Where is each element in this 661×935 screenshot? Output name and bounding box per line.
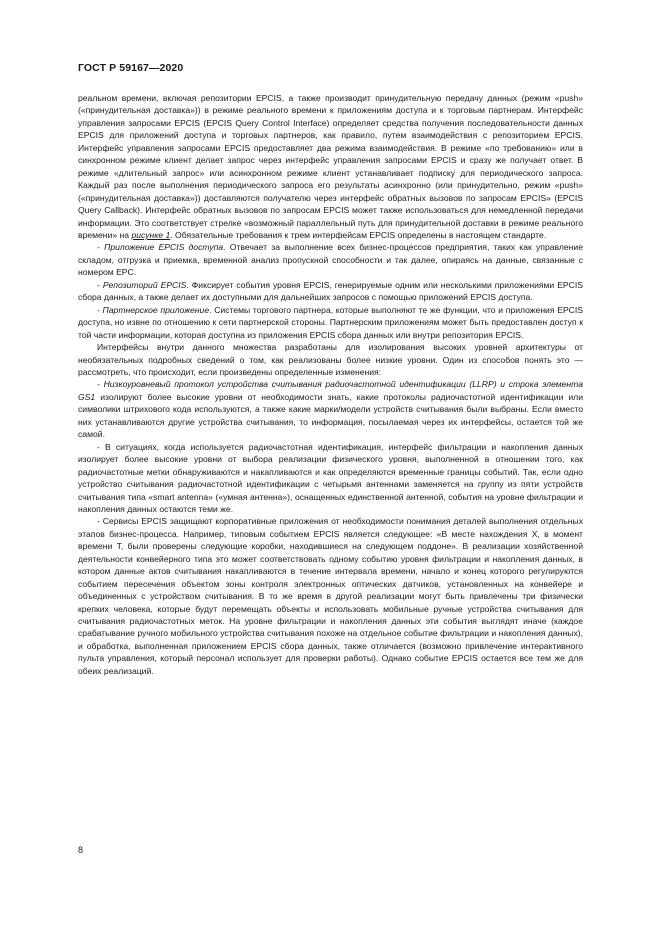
term-label: - Партнерское приложение bbox=[97, 304, 210, 315]
term-label: - Приложение EPCIS доступа bbox=[97, 242, 224, 253]
paragraph bbox=[78, 279, 583, 304]
term-label: - Репозиторий EPCIS bbox=[97, 279, 187, 290]
text-run: . Фиксирует события уровня EPCIS, генерируемые одним или несколькими приложениями EPCIS сбора данных, а также делает их доступными для дальнейших запросов с помощью приложений EPCIS доступа. bbox=[78, 279, 583, 303]
paragraph bbox=[78, 92, 583, 241]
paragraph bbox=[78, 341, 583, 378]
page-number: 8 bbox=[78, 845, 84, 855]
text-run: - В ситуациях, когда используется радиочастотная идентификация, интерфейс фильтрации и накопления данных изолирует более высокие уровни от выбора реализации физического уровня, выполненной в отношении того, как радиочастотные метки обнаруживаются и накапливаются и как определяются временные границы событий. Так, если одно устройство считывания радиочастотной идентификации с четырьмя антеннами заменяется на группу из пяти устройств считывания типа «smart antenna» («умная антенна»), оснащенных единственной антенной, события на уровне фильтрации и накопления данных остаются теми же. bbox=[78, 441, 583, 514]
paragraph bbox=[78, 378, 583, 440]
text-run: . Отвечает за выполнение всех бизнес-процессов предприятия, таких как управление складом, отгрузка и приемка, временной анализ пропускной способности и так далее, опираясь на данные, связанные с номером EPC. bbox=[78, 242, 583, 278]
document-header bbox=[78, 62, 183, 74]
text-run: реальном времени, включая репозитории EPCIS, а также производит принудительную передачу данных (режим «push» («принудительная доставка»)) в режиме реального времени к приложениям доступа и к торговым партнерам. Интерфейс управления запросами EPCIS (EPCIS Query Control Interface) определяет средства получения последовательности данных EPCIS для приложений доступа и торговых партнеров, как правило, путем взаимодействия с репозиторием EPCIS. Интерфейс управления запросами EPCIS предоставляет два режима взаимодействия. В режиме «по требованию» или в синхронном режиме клиент делает запрос через интерфейс управления запросами EPCIS и сразу же получает ответ. В режиме «длительный запрос» или асинхронном режиме клиент устанавливает подписку для периодического запроса. Каждый раз после выполнения периодического запроса его результаты асинхронно (или принудительно, режим «push» («принудительная доставка»)) доставляются получателю через интерфейс обратных вызовов по запросам EPCIS» (EPCIS Query Callback). Интерфейс обратных вызовов по запросам EPCIS может также использоваться для немедленной передачи информации. Это соответствует стрелке «возможный параллельный путь для принудительной доставки в режиме реального времени» на bbox=[78, 93, 583, 240]
paragraph bbox=[78, 241, 583, 278]
figure-link[interactable]: рисунке 1 bbox=[131, 229, 171, 240]
term-label: - Низкоуровневый протокол устройства считывания радиочастотной идентификации (LLRP) и строка элемента GS1 bbox=[78, 379, 583, 402]
text-run: изолируют более высокие уровни от необходимости знать, какие протоколы радиочастотной идентификации или символики штрихового кода используются, а также какие марки/модели устройств считывания были выбраны. Если вместо них устанавливаются другие устройства считывания, то информация, посылаемая через их интерфейсы, остается той же самой. bbox=[78, 391, 583, 440]
text-run: Интерфейсы внутри данного множества разработаны для изолирования высоких уровней архитектуры от необязательных подробных сведений о том, как реализованы более низкие уровни. Один из способов понять это — рассмотреть, что происходит, если произведены определенные изменения: bbox=[78, 342, 583, 377]
text-run: - Сервисы EPCIS защищают корпоративные приложения от необходимости понимания деталей выполнения отдельных этапов бизнес-процесса. Например, типовым событием EPCIS является следующее: «В месте нахождения X, в момент времени T, были проверены следующие коробки, находившиеся на следующем поддоне». В реализации хозяйственной деятельности конвейерного типа это может соответствовать одному событию уровня фильтрации и накопления данных, в котором данные актов считывания накапливаются в течение интервала времени, начало и конец которого регулируются событием пересечения объектом зоны контроля электронных оптических датчиков, установленных на конвейере и объединенных с устройством считывания. В то же время в другой реализации могут быть привлечены три физически крепких человека, которые будут перемещать объекты и использовать мобильные ручные устройства считывания для считывания радиочастотных меток. На уровне фильтрации и накопления данных эти события выглядят иначе (каждое срабатывание ручного мобильного устройства считывания похоже на отдельное событие фильтрации и накопления данных), и обработка, выполненная приложением EPCIS сбора данных, также отличается (возможно привлечение интерактивного пульта управления, который персонал использует для проверки работы). Однако событие EPCIS остается все тем же для обеих реализаций. bbox=[78, 516, 583, 676]
paragraph bbox=[78, 304, 583, 341]
paragraph bbox=[78, 515, 583, 677]
document-body bbox=[78, 92, 583, 677]
paragraph bbox=[78, 441, 583, 516]
standard-number: ГОСТ Р 59167—2020 bbox=[78, 62, 184, 74]
text-run: . Обязательные требования к трем интерфейсам EPCIS определены в настоящем стандарте. bbox=[170, 229, 547, 240]
text-run: . Системы торгового партнера, которые выполняют те же функции, что и приложения EPCIS доступа, но извне по отношению к сети партнерской стороны. Партнерским приложениям может быть предоставлен доступ к той части информации, которая доступна из приложения EPCIS сбора данных или внутри репозитория EPCIS. bbox=[78, 304, 583, 340]
